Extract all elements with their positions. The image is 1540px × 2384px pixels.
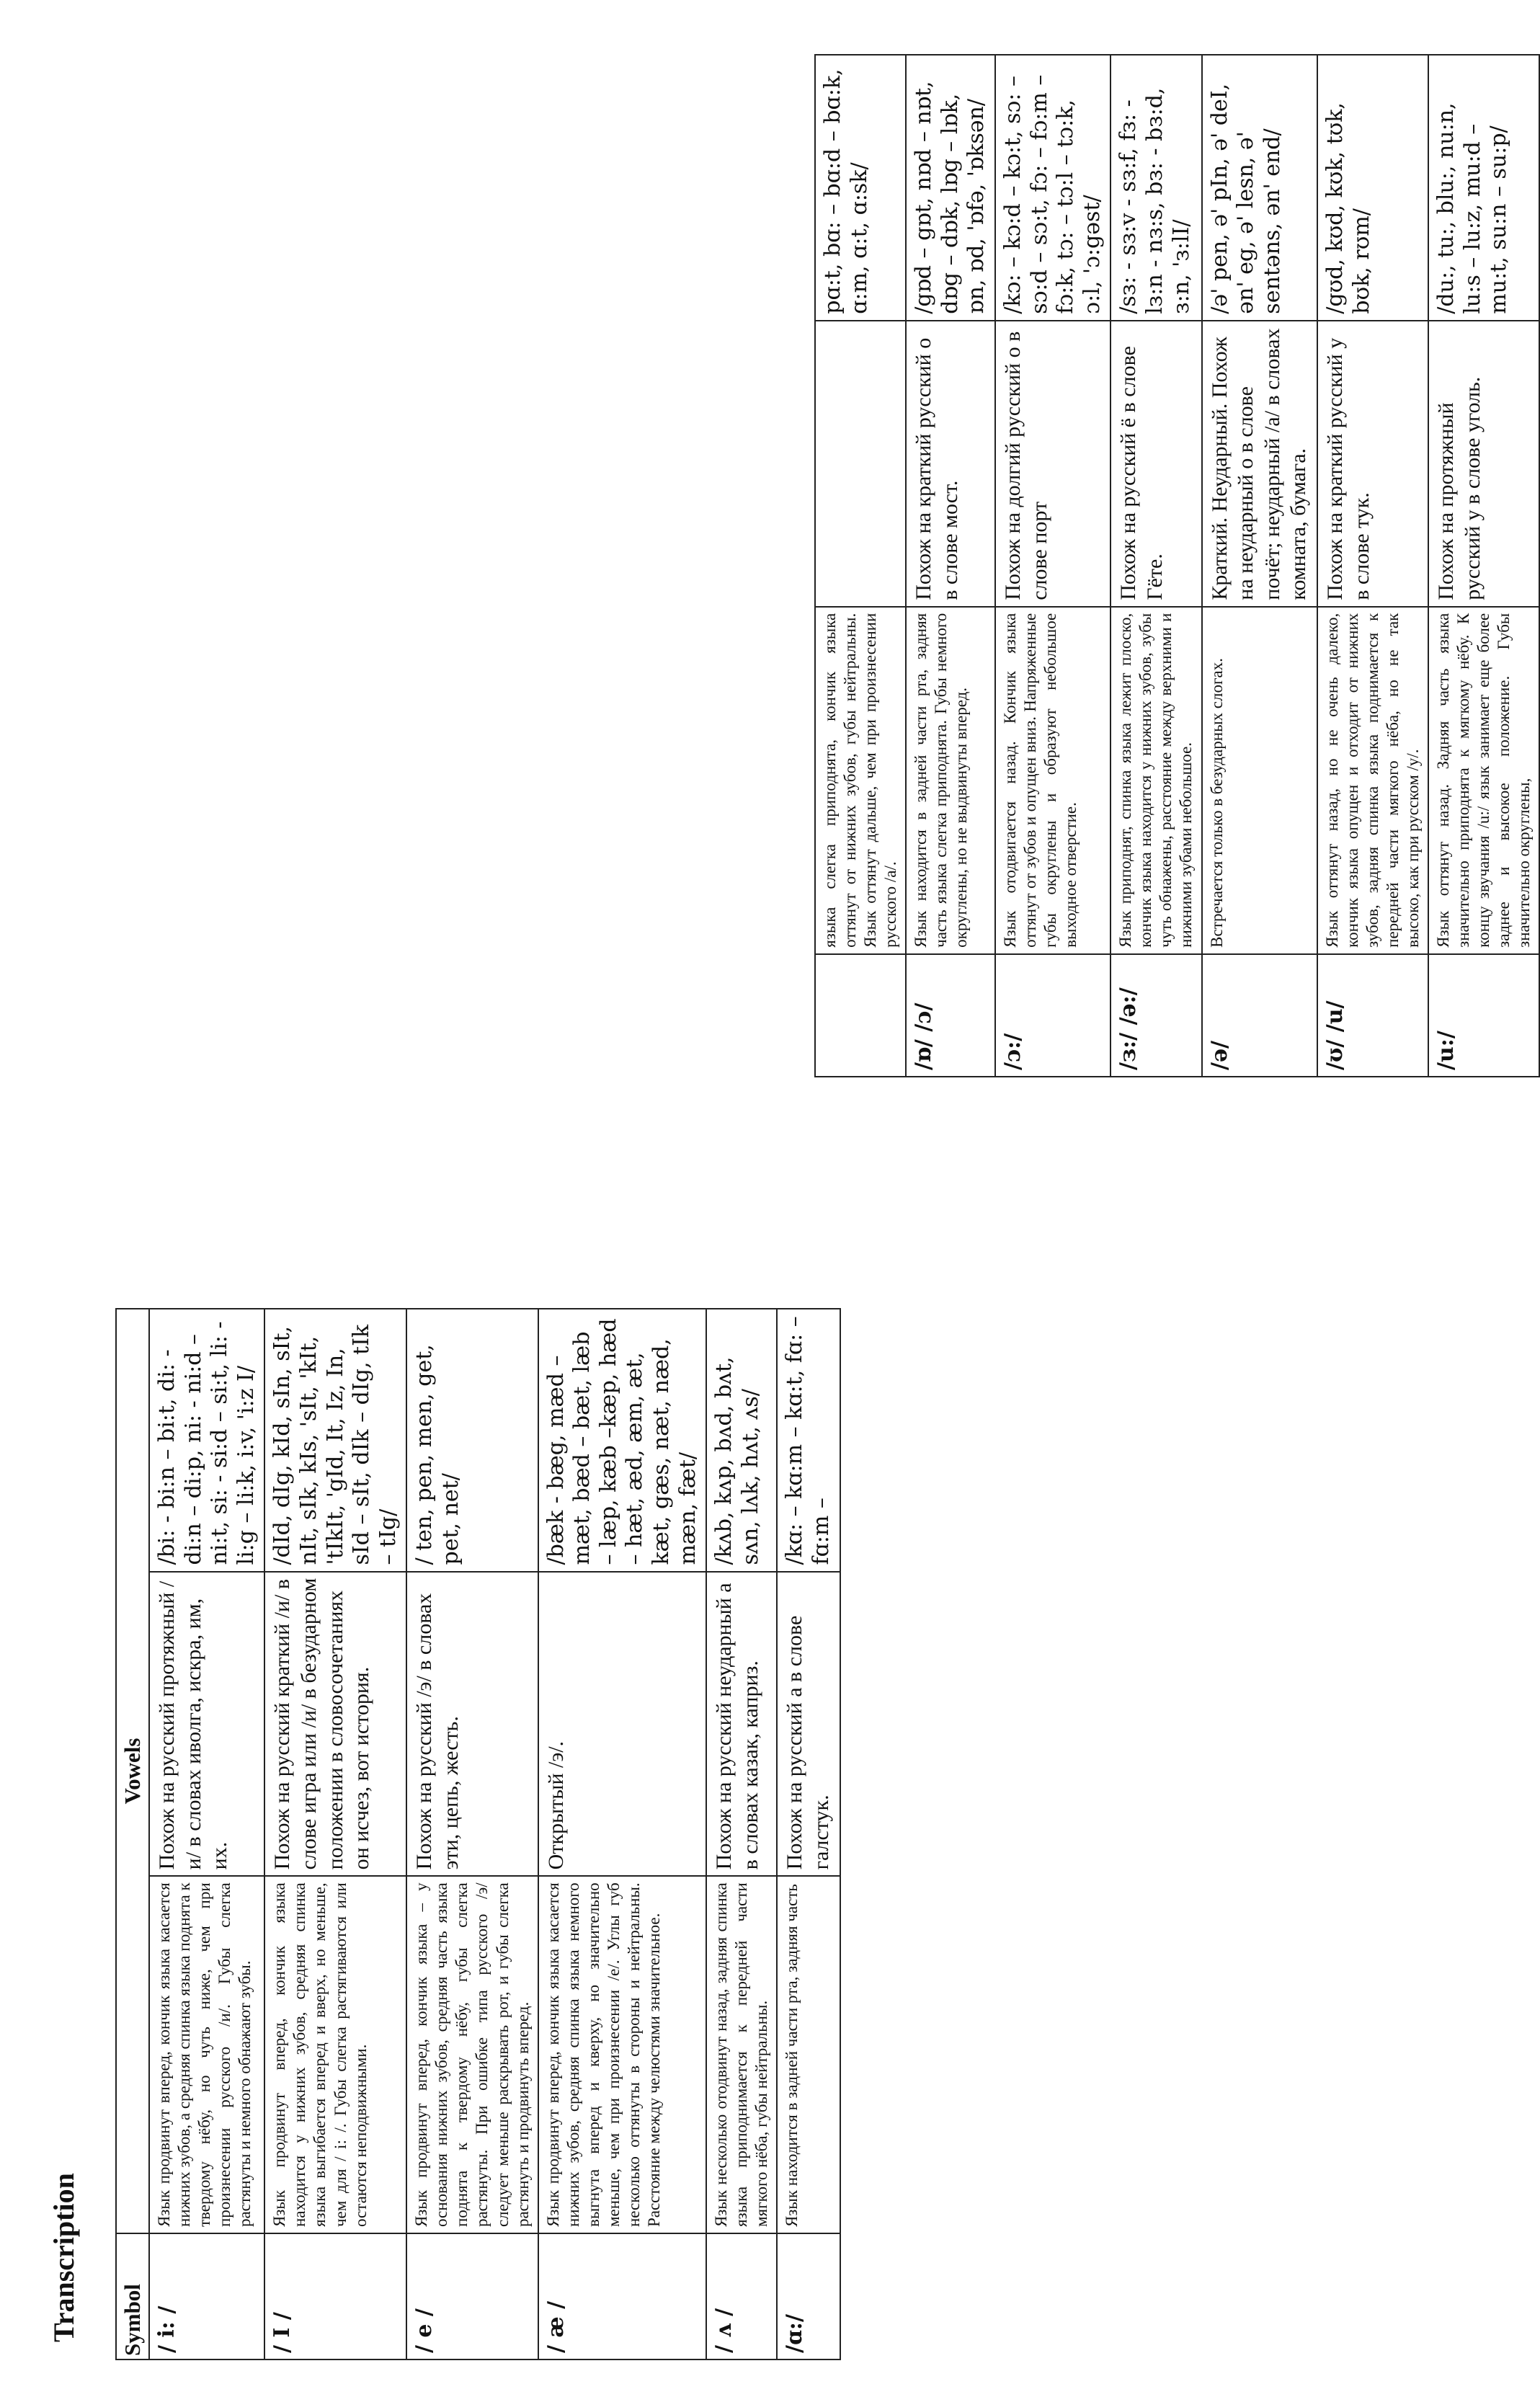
- articulation-text: Язык несколько отодвинут назад, задняя спинка языка приподнимается к передней части мягкого нёба, губы нейтральны.: [706, 1876, 777, 2233]
- articulation-text: Язык продвинут вперед, кончик языка находится у нижних зубов, средняя спинка языка выгибается вперед и вверх, но меньше, чем для / i: /. Губы слегка растягиваются или остаются неподвижными.: [264, 1876, 406, 2233]
- examples-text: /dId, dIg, kId, sIn, sIt, nIt, sIk, kIs, 'sIt, 'kIt, 'tIkIt, 'gId, It, Iz, In, sId – sIt, dIk – dIg, tIk – tIg/: [264, 1309, 406, 1572]
- articulation-text: Язык оттянут назад. Задняя часть языка значительно приподнята к мягкому нёбу. К концу звучания /u:/ язык занимает еще более заднее и высокое положение. Губы значительно округлены,: [1428, 607, 1539, 954]
- vowels-header: Vowels: [116, 1309, 149, 2233]
- table-row: [1317, 55, 1428, 1077]
- articulation-text: Встречается только в безударных слогах.: [1202, 607, 1317, 954]
- comparison-text: Похож на долгий русский о в слове порт: [995, 321, 1111, 607]
- vowel-symbol: / i: /: [149, 2233, 264, 2359]
- table-row: [706, 1309, 777, 2359]
- vowel-symbol: /з:/ /ə:/: [1111, 954, 1201, 1077]
- comparison-text: Открытый /э/.: [538, 1572, 707, 1877]
- articulation-text: Язык оттянут назад, но не очень далеко, кончик языка опущен и отходит от нижних зубов, задняя спинка языка поднимается к передней части мягкого нёба, но не так высоко, как при русском /у/.: [1317, 607, 1428, 954]
- examples-text: /gɒd – gɒt, nɒd – nɒt, dɒg – dɒk, lɒg – lɒk, ɒn, ɒd, 'ɒfə, 'ɒksən/: [906, 55, 995, 321]
- comparison-text: Похож на краткий русский о в слове мост.: [906, 321, 995, 607]
- comparison-text: Краткий. Неударный. Похож на неударный о в слове почёт; неударный /а/ в словах комната, бумага.: [1202, 321, 1317, 607]
- articulation-text: Язык продвинут вперед, кончик языка – у основания нижних зубов, средняя часть языка поднята к твердому нёбу, губы слегка растянуты. При ошибке типа русского /э/ следует меньше раскрывать рот, и губы слегка растянуть и продвинуть вперед.: [406, 1876, 538, 2233]
- transcription-table-part-1: [115, 1308, 834, 2360]
- vowels-table-right: [814, 54, 1540, 1077]
- table-row: [815, 55, 906, 1077]
- examples-text: /sз: - sз:v - sз:f, fз: - lз:n - nз:s, bз: - bз:d, з:n, 'з:lI/: [1111, 55, 1201, 321]
- examples-text: pɑ:t, bɑ: – bɑ:d – bɑ:k, ɑ:m, ɑ:t, ɑ:sk/: [815, 55, 906, 321]
- page-title: Transcription: [48, 2173, 80, 2342]
- table-row: [1428, 55, 1539, 1077]
- vowel-symbol: /u:/: [1428, 954, 1539, 1077]
- comparison-text: Похож на русский протяжный /и/ в словах иволга, искра, им, их.: [149, 1572, 264, 1877]
- vowel-symbol: / I /: [264, 2233, 406, 2359]
- examples-text: / ten, pen, men, get, pet, net/: [406, 1309, 538, 1572]
- comparison-text: Похож на русский краткий /и/ в слове игра или /и/ в безударном положении в словосочетаниях он исчез, вот история.: [264, 1572, 406, 1877]
- articulation-text: Язык отодвигается назад. Кончик языка оттянут от зубов и опущен вниз. Напряженные губы округлены и образуют небольшое выходное отверстие.: [995, 607, 1111, 954]
- examples-text: /kɑ: – kɑ:m – kɑ:t, fɑ: – fɑ:m –: [777, 1309, 840, 1572]
- table-row: [538, 1309, 707, 2359]
- articulation-text: Язык продвинут вперед, кончик языка касается нижних зубов, а средняя спинка языка поднята к твердому нёбу, но чуть ниже, чем при произнесении русского /и/. Губы слегка растянуты и немного обнажают зубы.: [149, 1876, 264, 2233]
- examples-text: /kɔ: – kɔ:d – kɔ:t, sɔ: – sɔ:d – sɔ:t, fɔ: – fɔ:m – fɔ:k, tɔ: – tɔ:l – tɔ:k, ɔ:l, 'ɔ:gəst/: [995, 55, 1111, 321]
- examples-text: /bi: - bi:n – bi:t, di: - di:n – di:p, ni: - ni:d – ni:t, si: - si:d – si:t, li: - li:g – li:k, i:v, 'i:z I/: [149, 1309, 264, 1572]
- vowel-symbol: /ɔ:/: [995, 954, 1111, 1077]
- examples-text: /du:, tu:, blu:, nu:n, lu:s – lu:z, mu:d – mu:t, su:n – su:p/: [1428, 55, 1539, 321]
- table-row: [1202, 55, 1317, 1077]
- vowel-symbol: / æ /: [538, 2233, 707, 2359]
- vowel-symbol: /ɑ:/: [777, 2233, 840, 2359]
- articulation-text: языка слегка приподнята, кончик языка оттянут от нижних зубов, губы нейтральны. Язык оттянут дальше, чем при произнесении русского /а/.: [815, 607, 906, 954]
- comparison-text: Похож на русский /э/ в словах эти, цепь, жесть.: [406, 1572, 538, 1877]
- articulation-text: Язык приподнят, спинка языка лежит плоско, кончик языка находится у нижних зубов, зубы чуть обнажены, расстояние между верхними и нижними зубами небольшое.: [1111, 607, 1201, 954]
- examples-text: /ə' pen, ə' pIn, ə' deI, ən' eg, ə' lesn, ə' sentəns, ən' end/: [1202, 55, 1317, 321]
- transcription-table-part-2: [814, 54, 1534, 1077]
- vowel-symbol: /ə/: [1202, 954, 1317, 1077]
- comparison-text: Похож на русский ё в слове Гёте.: [1111, 321, 1201, 607]
- examples-text: /bæk - bæg, mæd – mæt, bæd – bæt, læb – læp, kæb –kæp, hæd – hæt, æd, æm, æt, kæt, gæs, næt, næd, mæn, fæt/: [538, 1309, 707, 1572]
- comparison-text: Похож на протяжный русский у в слове уголь.: [1428, 321, 1539, 607]
- vowel-symbol: /ʊ/ /u/: [1317, 954, 1428, 1077]
- table-row: [264, 1309, 406, 2359]
- table-row: [406, 1309, 538, 2359]
- vowel-symbol: /ɒ/ /ɔ/: [906, 954, 995, 1077]
- articulation-text: Язык находится в задней части рта, задняя часть языка слегка приподнята. Губы немного округлены, но не выдвинуты вперед.: [906, 607, 995, 954]
- comparison-text: Похож на русский а в слове галстук.: [777, 1572, 840, 1877]
- vowel-symbol: / ʌ /: [706, 2233, 777, 2359]
- table-row: [995, 55, 1111, 1077]
- vowel-symbol: [815, 954, 906, 1077]
- examples-text: /gʊd, kʊd, kʊk, tʊk, bʊk, rʊm/: [1317, 55, 1428, 321]
- table-row: [149, 1309, 264, 2359]
- comparison-text: Похож на краткий русский у в слове тук.: [1317, 321, 1428, 607]
- symbol-header: Symbol: [116, 2233, 149, 2359]
- articulation-text: Язык находится в задней части рта, задняя часть: [777, 1876, 840, 2233]
- comparison-text: [815, 321, 906, 607]
- table-row: [1111, 55, 1201, 1077]
- table-row: [777, 1309, 840, 2359]
- comparison-text: Похож на русский неударный а в словах казак, каприз.: [706, 1572, 777, 1877]
- vowels-table-left: [115, 1308, 841, 2360]
- examples-text: /kʌb, kʌp, bʌd, bʌt, sʌn, lʌk, hʌt, ʌs/: [706, 1309, 777, 1572]
- table-row: [906, 55, 995, 1077]
- articulation-text: Язык продвинут вперед, кончик языка касается нижних зубов, средняя спинка языка немного выгнута вперед и кверху, но значительно меньше, чем при произнесении /e/. Углы губ несколько оттянуты в стороны и нейтральны. Расстояние между челюстями значительное.: [538, 1876, 707, 2233]
- vowel-symbol: / e /: [406, 2233, 538, 2359]
